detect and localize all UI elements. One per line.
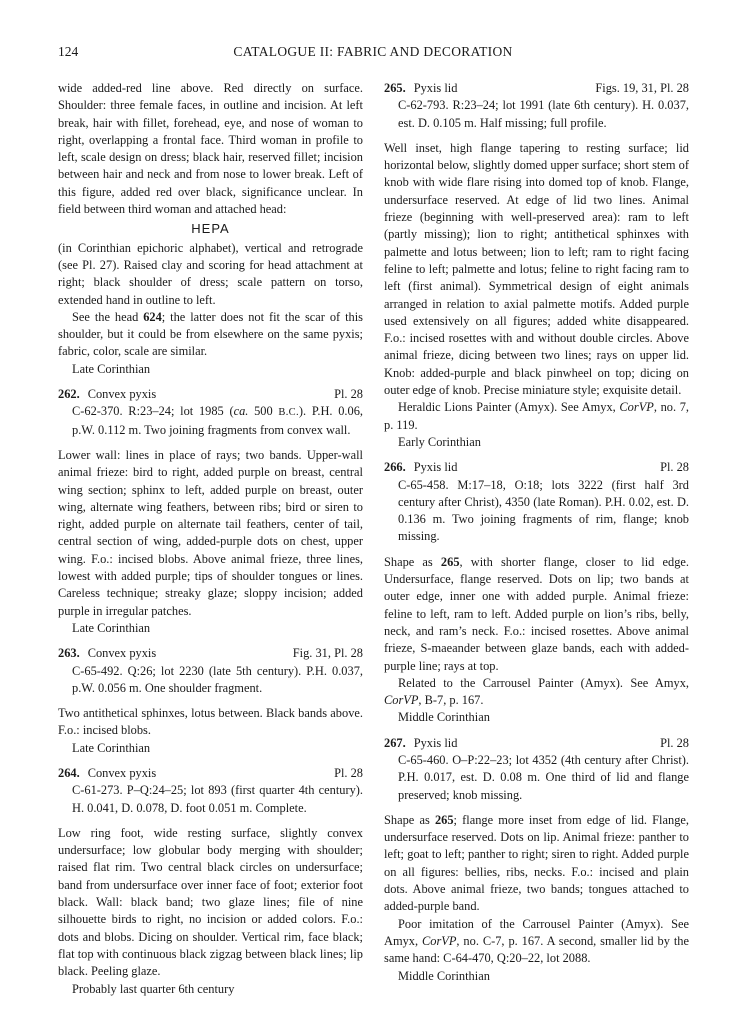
entry-number: 267.: [384, 735, 406, 750]
plate-ref: Pl. 28: [660, 460, 689, 475]
see-also-note: See the head 624; the latter does not fit the scar of this shoulder, but it could be from elsewhere on the same pyxis; fabric, color, scale are similar.: [58, 309, 363, 359]
inventory-info: C-62-370. R:23–24; lot 1985 (ca. 500 B.C.). P.H. 0.06, p.W. 0.112 m. Two joining fragments from convex wall.: [72, 404, 363, 437]
entry-heading-264: [58, 765, 363, 782]
period-label: Late Corinthian: [72, 740, 151, 755]
inventory-info: C-61-273. P–Q:24–25; lot 893 (first quarter 4th century). H. 0.041, D. 0.078, D. foot 0.051 m. Complete.: [72, 783, 363, 815]
entry-heading-266: [384, 459, 689, 476]
entry-number: 266.: [384, 460, 406, 475]
entry-heading-265: [384, 80, 689, 97]
attribution: Heraldic Lions Painter (Amyx). See Amyx, CorVP, no. 7, p. 119.: [384, 400, 689, 432]
entry-number: 262.: [58, 387, 80, 402]
period-label: Early Corinthian: [398, 434, 481, 449]
period-label: Late Corinthian: [72, 620, 151, 635]
page-header: [58, 44, 688, 64]
description: Low ring foot, wide resting surface, slightly convex undersurface; low globular body merging with shoulder; raised flat rim. Two central black circles on undersurface; band from undersurface over inner face of foot; exterior foot black. Wall: black band; two glaze lines; file of nine silhouette birds to right, no incision or added colors. F.o.: dots and blobs. Dicing on shoulder. Vertical rim, face black; flat top with continuous black zigzag between black lines; lip black. Peeling glaze.: [58, 825, 363, 979]
inscription: HEPA: [191, 221, 230, 237]
plate-ref: Fig. 31, Pl. 28: [292, 646, 363, 661]
entry-heading-263: [58, 645, 363, 662]
period-label: Probably last quarter 6th century: [72, 981, 235, 996]
entry-heading-267: [384, 735, 689, 752]
page-number: 124: [58, 44, 79, 59]
period-label: Middle Corinthian: [398, 710, 490, 725]
inventory-info: C-62-793. R:23–24; lot 1991 (late 6th century). H. 0.037, est. D. 0.105 m. Half missing; full profile.: [398, 98, 689, 130]
plate-ref: Figs. 19, 31, Pl. 28: [595, 81, 689, 95]
inventory-info: C-65-492. Q:26; lot 2230 (late 5th century). P.H. 0.037, p.W. 0.056 m. One shoulder fragment.: [72, 663, 363, 695]
plate-ref: Pl. 28: [660, 735, 689, 750]
description: Two antithetical sphinxes, lotus between. Black bands above. F.o.: incised blobs.: [58, 706, 363, 738]
description: Shape as 265, with shorter flange, closer to lid edge. Undersurface, flange reserved. Dots on lip; two bands at outer edge, inner one with added purple. Animal frieze: feline to left, ram to left. Added purple on lion’s ribs, belly, neck, and ram’s neck. F.o.: incised rosettes. Above animal frieze, S-maeander between glaze bands, each with added-purple line; rays at top.: [384, 554, 689, 673]
entry-name: Pyxis lid: [413, 81, 458, 95]
entry-name: Pyxis lid: [413, 460, 458, 475]
continued-text-2: (in Corinthian epichoric alphabet), vertical and retrograde (see Pl. 27). Raised clay and scoring for head attachment at right; black shoulder of dress; scale pattern on torso, extended hand in outline to left.: [58, 240, 363, 307]
entry-name: Convex pyxis: [87, 646, 157, 661]
continued-text: wide added-red line above. Red directly on surface. Shoulder: three female faces, in outline and incision. At left break, hair with fillet, forehead, eye, and nose of woman to right, overlapping a frontal face. Third woman in profile to left, scale design on dress; black hair, reserved fillet; incision between hair and neck and from nose to lower break. Left of this figure, added red over black, significance unclear. In field between third woman and attached head:: [58, 81, 363, 217]
attribution: Related to the Carrousel Painter (Amyx). See Amyx, CorVP, B-7, p. 167.: [384, 675, 689, 708]
right-column: [384, 80, 689, 985]
entry-name: Convex pyxis: [87, 765, 157, 780]
plate-ref: Pl. 28: [334, 765, 363, 780]
description: Shape as 265; flange more inset from edge of lid. Flange, undersurface reserved. Dots on lip. Animal frieze: panther to left; goat to left; panther to right; siren to right. Added purple on all figures: bellies, ribs, necks. F.o.: incised and plain dots. Above animal frieze, two bands; tongues attached to added-purple band.: [384, 812, 689, 914]
inventory-info: C-65-460. O–P:22–23; lot 4352 (4th century after Christ). P.H. 0.017, est. D. 0.08 m. One third of lid and flange preserved; knob missing.: [398, 752, 689, 802]
entry-heading-262: [58, 386, 363, 403]
period-label: Late Corinthian: [72, 361, 151, 376]
description: Lower wall: lines in place of rays; two bands. Upper-wall animal frieze: bird to right, added purple on breast, central wing section; sphinx to left, added purple on breast, outer wing, alternate wing feathers, between ribs; bird or siren to right, added purple on alternate tail feathers, center of tail, central section of wing, added-purple dots on chest, upper wing. F.o.: incised blobs. Above animal frieze, three lines, lowest with added purple; tips of shoulder tongues or lines. Careless technique; streaky glaze; sloppy incision; added purple in irregular patches.: [58, 447, 363, 618]
entry-number: 263.: [58, 646, 80, 661]
entry-number: 265.: [384, 81, 406, 95]
inventory-info: C-65-458. M:17–18, O:18; lots 3222 (first half 3rd century after Christ), 4350 (late Roman). P.H. 0.02, est. D. 0.136 m. Two joining fragments of rim, flange; knob missing.: [398, 477, 689, 544]
period-label: Middle Corinthian: [398, 968, 490, 983]
attribution: Poor imitation of the Carrousel Painter (Amyx). See Amyx, CorVP, no. C-7, p. 167. A second, smaller lid by the same hand: C-64-470, Q:20–22, lot 2088.: [384, 916, 689, 966]
entry-name: Pyxis lid: [413, 735, 458, 750]
left-column: [58, 80, 363, 998]
description: Well inset, high flange tapering to resting surface; lid horizontal below, slightly domed upper surface; short stem of knob with wide flare rising into domed top of knob. Flange, undersurface reserved. At edge of lid two lines. Animal frieze (beginning with well-preserved area): ram to left (partly missing); lion to right; antithetical sphinxes with palmette and lotus between; lion to left; ram to right facing feline to left; palmette and lotus; feline to right facing ram to left (first animal). Symmetrical design of eight animals arranged in relation to axial palmette motifs. Added purple used extensively on all figures; added white disappeared. F.o.: incised rosettes with and without double circles. Above animal frieze, dicing between two lines; rays on upper lid. Knob: added-purple and black pinwheel on top; dicing on outer edge of knob. Precise miniature style; exquisite detail.: [384, 140, 689, 398]
entry-name: Convex pyxis: [87, 387, 157, 402]
catalogue-ref: 265: [434, 812, 454, 827]
running-title: CATALOGUE II: FABRIC AND DECORATION: [233, 44, 513, 59]
plate-ref: Pl. 28: [334, 387, 363, 402]
entry-number: 264.: [58, 765, 80, 780]
catalogue-ref: 265: [440, 554, 460, 569]
catalogue-ref: 624: [143, 309, 162, 324]
